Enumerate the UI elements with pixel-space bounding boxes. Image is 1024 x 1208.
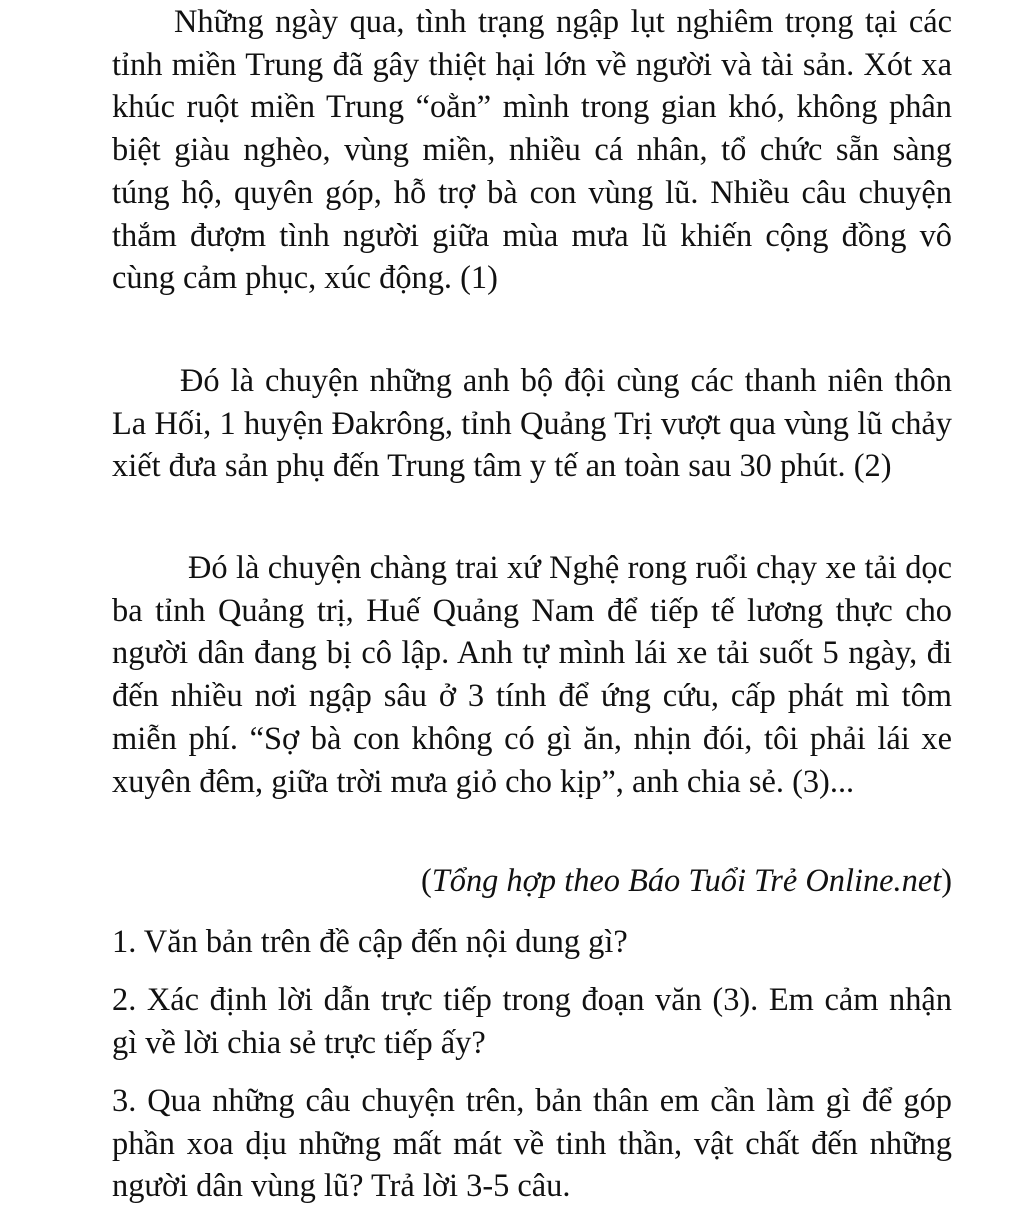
source-open-paren: ( [420, 863, 432, 899]
source-close-paren: ) [941, 863, 952, 899]
paragraph-2: Đó là chuyện những anh bộ đội cùng các thanh niên thôn La Hối, 1 huyện Đakrông, tỉnh Quảng Trị vượt qua vùng lũ chảy xiết đưa sản phụ đến Trung tâm y tế an toàn sau 30 phút. (2) [112, 363, 952, 485]
paragraph-1: Những ngày qua, tình trạng ngập lụt nghiêm trọng tại các tỉnh miền Trung đã gây thiệt hại lớn về người và tài sản. Xót xa khúc ruột miền Trung “oằn” mình trong gian khó, không phân biệt giàu nghèo, vùng miền, nhiều cá nhân, tổ chức sẵn sàng túng hộ, quyên góp, hỗ trợ bà con vùng lũ. Nhiều câu chuyện thắm đượm tình người giữa mùa mưa lũ khiến cộng đồng vô cùng cảm phục, xúc động. (1) [112, 4, 952, 297]
source-text: Tổng hợp theo Báo Tuổi Trẻ Online.net [431, 863, 942, 899]
question-3: 3. Qua những câu chuyện trên, bản thân em cần làm gì để góp phần xoa dịu những mất mát về tinh thần, vật chất đến những người dân vùng lũ? Trả lời 3-5 câu. [112, 1083, 952, 1205]
paragraph-3: Đó là chuyện chàng trai xứ Nghệ rong ruổi chạy xe tải dọc ba tỉnh Quảng trị, Huế Quảng Nam để tiếp tế lương thực cho người dân đang bị cô lập. Anh tự mình lái xe tải suốt 5 ngày, đi đến nhiều nơi ngập sâu ở 3 tính để ứng cứu, cấp phát mì tôm miễn phí. “Sợ bà con không có gì ăn, nhịn đói, tôi phải lái xe xuyên đêm, giữa trời mưa giỏ cho kịp”, anh chia sẻ. (3)... [112, 550, 952, 800]
source-citation [112, 860, 952, 903]
question-2: 2. Xác định lời dẫn trực tiếp trong đoạn văn (3). Em cảm nhận gì về lời chia sẻ trực tiếp ấy? [112, 982, 952, 1061]
question-1: 1. Văn bản trên đề cập đến nội dung gì? [112, 924, 628, 960]
